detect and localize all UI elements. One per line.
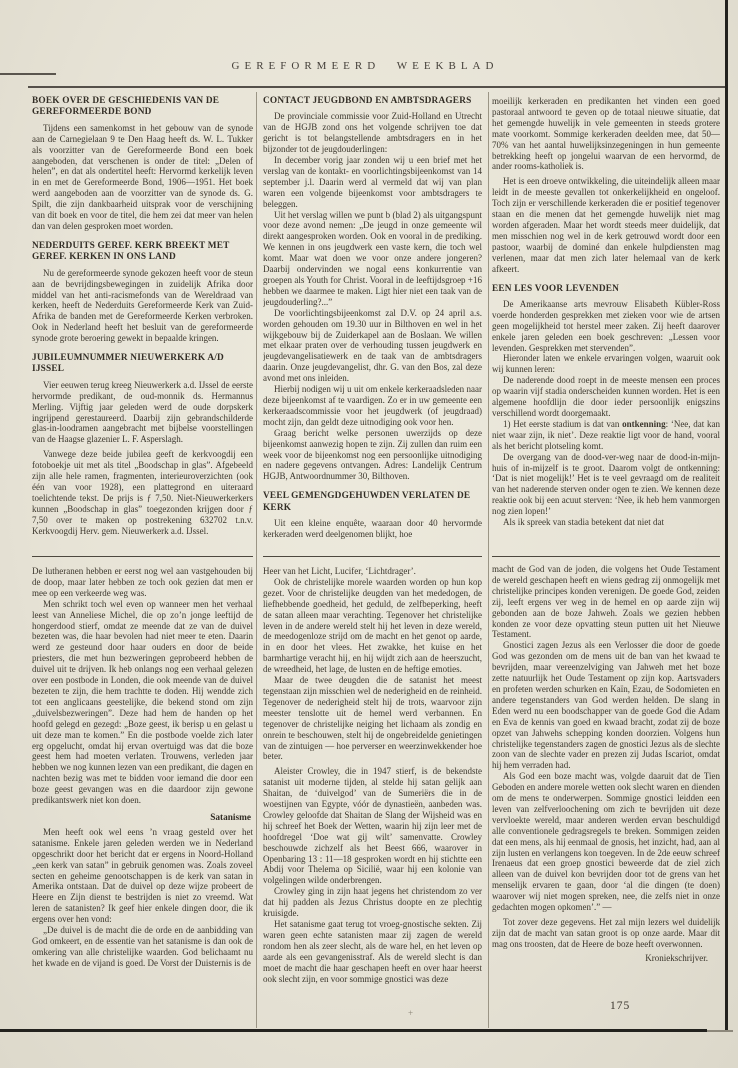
body-paragraph: Als ik spreek van stadia betekent dat niet dat: [503, 517, 664, 528]
article-heading: EEN LES VOOR LEVENDEN: [492, 283, 620, 294]
body-paragraph: Vier eeuwen terug kreeg Nieuwerkerk a.d. IJssel de eerste hervormde predikant, de oud-monnik ds. Hermannus Merling. Vijftig jaar geleden werd de oude dorpskerk ingrijpend gerestaureerd. Daarbij zijn gebrandschilderde glas-in-loodramen aangebracht met bijbelse voorstellingen van de Haagse glazenier L. F. Asperslagh.: [32, 379, 253, 445]
body-paragraph: Als God een boze macht was, volgde daaruit dat de Tien Geboden en andere morele wetten ook slecht waren en dienden om de mens te onderwerpen. Sommige gnostici leidden een leven van zelfverloochening om zich te bevrijden uit deze vervloekte wereld, maar anderen werden ervan beschuldigd alle conventionele gedragsregels te breken. Sommigen zeiden dat een mens, als hij eenmaal de gnosis, het inzicht, had, aan al zijn lusten en verlangens kon toegeven. In de 2de eeuw schreef Irenaeus dat een groep gnostici beweerde dat de ziel zich alleen van de duivel kon bevrijden door tot de grens van het menselijk ervaren te gaan, door ‘al die dingen (te doen) waarover wij niet mogen spreken, nee, die zelfs niet in onze gedachten mogen opkomen’.” —: [492, 771, 720, 913]
scan-artifact-line: [0, 73, 56, 75]
body-paragraph: Heer van het Licht, Lucifer, ‘Lichtdrager’.: [263, 566, 416, 576]
printer-mark: +: [408, 1008, 414, 1018]
paragraph-rest: : ‘Nee, dat kan niet waar zijn, ik niet’. Deze reaktie ligt voor de hand, vooral als het bericht plotseling komt.: [492, 418, 720, 451]
body-paragraph: De lutheranen hebben er eerst nog wel aan vastgehouden bij de doop, maar later hebben ze toch ook gezien dat men er mee op een verkeerde weg was.: [32, 566, 253, 598]
column-2-top: [263, 94, 482, 554]
body-paragraph: De overgang van de dood-ver-weg naar de dood-in-mijn-huis of in-mijzelf is te groot. Daarom volgt de ontkenning: ‘Dat is niet mogelijk!’ Het is te veel gevraagd om de realiteit van het naderende sterven onder ogen te zien. We kennen deze reaktie ook bij een acuut sterven: ‘Nee, ik heb hem vanmorgen nog zien lopen!’: [492, 451, 720, 517]
body-paragraph: Maar de twee deugden die de satanist het meest tegenstaan zijn misschien wel de nederigheid en de reinheid. Tegenover de nederigheid stelt hij de trots, waarvoor zijn meester tenslotte uit de hemel werd verbannen. En tegenover de christelijke neiging het lichaam als zondig en onrein te beschouwen, stelt hij de ongebreidelde genietingen van de zintuigen — hoe perverser en weerzinwekkender hoe beter.: [263, 675, 482, 762]
article-heading: CONTACT JEUGDBOND EN AMBTSDRAGERS: [263, 96, 472, 106]
article-heading: NEDERDUITS GEREF. KERK BREEKT MET GEREF. KERKEN IN ONS LAND: [32, 240, 230, 263]
column-3-top: [492, 96, 720, 554]
signature: Kroniekschrijver.: [645, 952, 708, 963]
body-paragraph: Uit het verslag willen we punt b (blad 2) als uitgangspunt voor deze avond nemen: „De jeugd in onze gemeente wil direkt aangesproken worden. Ook en vooral in de prediking. We kennen in ons jeugdwerk een vaste kern, die toch wel komt. Maar wat doen we voor onze andere jongeren? Daarbij ondervinden we nogal eens konkurrentie van groepen als Youth for Christ. Vooral in de leeftijdsgroep +16 hebben we daarmee te maken. Ligt hier niet een taak van de jeugdouderling?...”: [263, 209, 482, 307]
emphasized-word: ontkenning: [622, 418, 666, 429]
section-divider-col1: [32, 556, 253, 557]
body-paragraph: Ook de christelijke morele waarden worden op hun kop gezet. Voor de christelijke deugden van het mededogen, de liefhebbende goedheid, het geduld, de zelfbeperking, heeft de satan alleen maar verachting. Tegenover het christelijke leven in de andere wereld stelt hij het leven in deze wereld, de meedogenloze strijd om de macht en het genot op aarde, in en door het vlees. Het zwakke, het kuise en het barmhartige veracht hij, en hij wijdt zich aan de heerszucht, de wreedheid, het lage, de lusten en de heftige emoties.: [263, 576, 482, 675]
section-divider-col2: [263, 556, 482, 557]
article-heading: VEEL GEMENGDGEHUWDEN VERLATEN DE KERK: [263, 491, 471, 513]
body-paragraph: [492, 419, 720, 452]
subheading-satanisme: Satanisme: [210, 812, 251, 823]
masthead-rule: [28, 86, 728, 88]
page-number: 175: [610, 1000, 631, 1012]
column-2-bottom: [263, 566, 482, 1028]
body-paragraph: moeilijk kerkeraden en predikanten het vinden een goed pastoraal antwoord te geven op de totaal nieuwe situatie, dat het gemengde huwelijk in vele gemeenten in steeds grotere mate voorkomt. Sommige kerkeraden deelden mee, dat 50—70% van het aantal huwelijksinzegeningen in hun gemeente betrekking heeft op jongelui waarvan de een hervormd, de ander rooms-katholiek is.: [492, 96, 720, 172]
body-paragraph: Men schrikt toch wel even op wanneer men het verhaal leest van Anneliese Michel, die op zo’n jonge leeftijd de hongerdood stierf, omdat ze meende dat ze van de duivel bezeten was, die haar bevolen had niet meer te eten. Daarin werd ze gesteund door haar ouders en door de beide priesters, die met hun bezweringen geprobeerd hebben de duivel uit te drijven. Ik heb onlangs nog een verhaal gelezen over een postbode in Londen, die ook meende van de duivel bezeten te zijn, die hem trachtte te doden. Hij wendde zich tot een anglicaans geestelijke, die bekend stond om zijn „duivelsbezweringen”. Deze had hem de handen op het hoofd gelegd en gezegd: „Boze geest, ik berisp u en gelast u uit deze man te komen.” En die postbode voelde zich later erg opgelucht, omdat hij ervan overtuigd was dat die boze geest hem had moeten verlaten. Trouwens, verleden jaar hebben we nog kunnen lezen van een predikant, die dagen en nachten bezig was met te bidden voor iemand die door een boze geest gevangen was en die daardoor zijn gewone predikantswerk niet kon doen.: [32, 598, 253, 806]
column-1-top: [32, 94, 253, 554]
body-paragraph: macht de God van de joden, die volgens het Oude Testament de wereld geschapen heeft en wiens gedrag zij onmogelijk met christelijke principes konden verenigen. De goede God, zeiden zij, leeft ergens ver weg in de hemel en op aarde zijn wij gebonden aan de boze Jahweh. Zoals we gezien hebben konden ze voor deze opvatting steun putten uit het Nieuwe Testament.: [492, 564, 720, 640]
body-paragraph: De voorlichtingsbijeenkomst zal D.V. op 24 april a.s. worden gehouden om 19.30 uur in Bilthoven en wel in het wijkgebouw bij de Zuiderkapel aan de Boslaan. We willen met elkaar praten over de verhouding tussen jeugdwerk en jeugdevangelisatiewerk en de taak van de ambtsdragers daarin. Onze jeugdevangelist, dhr. G. van den Bos, zal deze avond met ons inleiden.: [263, 307, 482, 384]
scan-edge-right: [725, 0, 728, 1031]
body-paragraph: Crowley ging in zijn haat jegens het christendom zo ver dat hij padden als Jezus Christus doopte en ze plechtig kruisigde.: [263, 886, 482, 919]
body-paragraph: Gnostici zagen Jezus als een Verlosser die door de goede God was gezonden om de mens uit de ban van het kwaad te bevrijden, maar vereenzelviging van Jahweh met het boze zette natuurlijk het Oude Testament op zijn kop. Aartsvaders en profeten werden schurken en Kaïn, Ezau, de Sodomieten en andere tegenstanders van God werden helden. De slang in Eden werd nu een boodschapper van de goede God die Adam en Eva de kennis van goed en kwaad bracht, zodat zij de boze opzet van Jahwehs schepping konden doorzien. Volgens hun christelijke tegenstanders zagen de gnostici Jezus als de slechte zoon van de slechte vader en prezen zij Judas Iscariot, omdat hij hem verraden had.: [492, 640, 720, 771]
masthead-title: GEREFORMEERD WEEKBLAD: [231, 60, 499, 72]
body-paragraph: „De duivel is de macht die de orde en de aanbidding van God omkeert, en de essentie van het satanisme is dan ook de omkering van alle christelijke waarden. God belichaamt nu het kwade en de vijand is goed. De Vorst der Duisternis is de: [32, 925, 253, 968]
section-divider-col3: [492, 556, 720, 557]
article-heading: BOEK OVER DE GESCHIEDENIS VAN DE GEREFORMEERDE BOND: [32, 96, 220, 118]
body-paragraph: Aleister Crowley, die in 1947 stierf, is de bekendste satanist uit moderne tijden, al stelde hij satan gelijk aan Shaitan, de ‘duivelgod’ van de Sumeriërs die in de woestijnen van Egypte, vóór de dynastieën, aanbeden was. Crowley geloofde dat Shaitan de Slang der Wijsheid was en hij schreef het Boek der Wetten, waarin hij zijn leer met de hoofdregel ‘Doe wat gij wilt’ samenvatte. Crowley beschouwde zichzelf als het Beest 666, waarover in Openbaring 13 : 11—18 gesproken wordt en hij stichtte een Abdij voor Thelema op Sicilië, waar hij een kolonie van volgelingen wilde onderbrengen.: [263, 766, 482, 886]
body-paragraph: Uit een kleine enquête, waaraan door 40 hervormde kerkeraden werd deelgenomen blijkt, hoe: [263, 518, 482, 539]
body-paragraph: Hierbij nodigen wij u uit om enkele kerkeraadsleden naar deze bijeenkomst af te vaardigen. Zo er in uw gemeente een kerkeraadscommissie voor het jeugdwerk (of jeugdraad) mocht zijn, dan geldt deze uitnodiging ook voor hen.: [263, 384, 482, 427]
article-heading: JUBILEUMNUMMER NIEUWERKERK A/D IJSSEL: [32, 353, 224, 375]
column-1-bottom: [32, 566, 253, 1028]
body-paragraph: Men heeft ook wel eens ’n vraag gesteld over het satanisme. Enkele jaren geleden werden we in Nederland opgeschrikt door het bericht dat er ergens in Noord-Holland „een kerk van satan” in gebruik genomen was. Zoals zoveel secten en geheime genootschappen is de kerk van satan in Amerika ontstaan. Dat de duivel op deze wijze probeert de Heere en Zijn dienst te bestrijden is niet zo vreemd. Wat leren de satanisten? Ik geef hier enkele dingen door, die ik ergens over hen vond:: [32, 826, 253, 925]
scan-edge-bottom-fade: [707, 1030, 733, 1032]
body-paragraph: De naderende dood roept in de meeste mensen een proces op waarin vijf stadia onderscheiden kunnen worden. Het is een algemene hoofdlijn die door ieder persoonlijk enigszins verschillend wordt doorgemaakt.: [492, 375, 720, 418]
body-paragraph: Tijdens een samenkomst in het gebouw van de synode aan de Carnegielaan 9 te Den Haag heeft ds. W. L. Tukker als voorzitter van de Gereformeerde Bond een boek aangeboden, dat verschenen is onder de titel: „Delen of helen”, en dat als ondertitel heeft: Hervormd kerkelijk leven in en met de Gereformeerde Bond, 1906—1951. Het boek werd aangeboden aan de voorzitter van de synode ds. G. Spilt, die zijn dankbaarheid uitsprak voor de verschijning van dit boek en voor de titel, die hem zei dat meer van helen dan van delen gesproken moet worden.: [32, 122, 253, 231]
column-3-bottom: [492, 564, 720, 1028]
body-paragraph: De provinciale commissie voor Zuid-Holland en Utrecht van de HGJB zond ons het volgende schrijven toe dat gericht is tot belangstellende ambtsdragers en in het bijzonder tot de jeugdouderlingen:: [263, 111, 482, 155]
column-rule-left: [256, 92, 257, 1028]
body-paragraph: Vanwege deze beide jubilea geeft de kerkvoogdij een fotoboekje uit met als titel „Boodschap in glas”. Afgebeeld zijn alle hele ramen, fragmenten, interieuroverzichten (ook één van voor 1928), een plattegrond en uiteraard toelichtende tekst. De prijs is ƒ 7,50. Niet-Nieuwerkerkers kunnen „Boodschap in glas” toegezonden krijgen door ƒ 7,50 over te maken op postrekening 632702 t.n.v. Kerkvoogdij Herv. gem. Nieuwerkerk a.d. IJssel.: [32, 449, 253, 536]
scan-edge-bottom: [0, 1029, 707, 1032]
paragraph-lead: 1) Het eerste stadium is dat van: [503, 418, 623, 429]
column-rule-right: [488, 92, 489, 1028]
body-paragraph: Hieronder laten we enkele ervaringen volgen, waaruit ook wij kunnen leren:: [492, 353, 720, 375]
body-paragraph: De Amerikaanse arts mevrouw Elisabeth Kübler-Ross voerde honderden gesprekken met zieken voor wie de artsen geen mogelijkheid tot herstel meer zaken. Zij heeft daarover enkele jaren geleden een boek geschreven: „Lessen voor levenden. Gesprekken met stervenden”.: [492, 298, 720, 353]
body-paragraph: Het satanisme gaat terug tot vroeg-gnostische sekten. Zij waren geen echte satanisten maar zij zagen de wereld rondom hen als zeer slecht, als de ware hel, en het leven op aarde als een gevangenisstraf. Als de wereld slecht is dan moet de macht die haar geschapen heeft en over haar heerst ook slecht zijn, en voor sommige gnostici was deze: [263, 919, 482, 984]
body-paragraph: Tot zover deze gegevens. Het zal mijn lezers wel duidelijk zijn dat de macht van satan groot is op onze aarde. Maar dit mag ons troosten, dat de Heere de boze heeft overwonnen.: [492, 917, 720, 949]
body-paragraph: In december vorig jaar zonden wij u een brief met het verslag van de kontakt- en voorlichtingsbijeenkomst van 14 september j.l. Daarin werd al vermeld dat wij van plan waren een volgende bijeenkomst voor ambtsdragers te beleggen.: [263, 155, 482, 209]
body-paragraph: Graag bericht welke personen uwerzijds op deze bijeenkomst aanwezig hopen te zijn. Zij zullen dan ruim een week voor de bijeenkomst nog een persoonlijke uitnodiging en nadere gegevens ontvangen. Adres: Landelijk Centrum HGJB, Antwoordnummer 30, Bilthoven.: [263, 427, 482, 482]
body-paragraph: Nu de gereformeerde synode gekozen heeft voor de steun aan de bevrijdingsbewegingen in zuidelijk Afrika door middel van het anti-racismefonds van de Wereldraad van kerken, heeft de Nederduits Gereformeerde Kerk van Zuid-Afrika de banden met de Gereformeerde Kerken verbroken. Ook in Nederland heeft het besluit van de gereformeerde synode grote beroering gewekt in bepaalde kringen.: [32, 267, 253, 344]
body-paragraph: Het is een droeve ontwikkeling, die uiteindelijk alleen maar leidt in de meeste gevallen tot onkerkelijkheid en ongeloof. Toch zijn er verschillende kerkeraden die er positief tegenover staan en die menen dat het gemengde huwelijk niet mag worden afgeraden. Maar het wordt steeds meer duidelijk, dat men misschien nog wel in de kerk getrouwd wordt door een pastoor, waarbij de dominé dan enkele hulpdiensten mag verlenen, maar dat men zich later helemaal van de kerk afkeert.: [492, 176, 720, 274]
